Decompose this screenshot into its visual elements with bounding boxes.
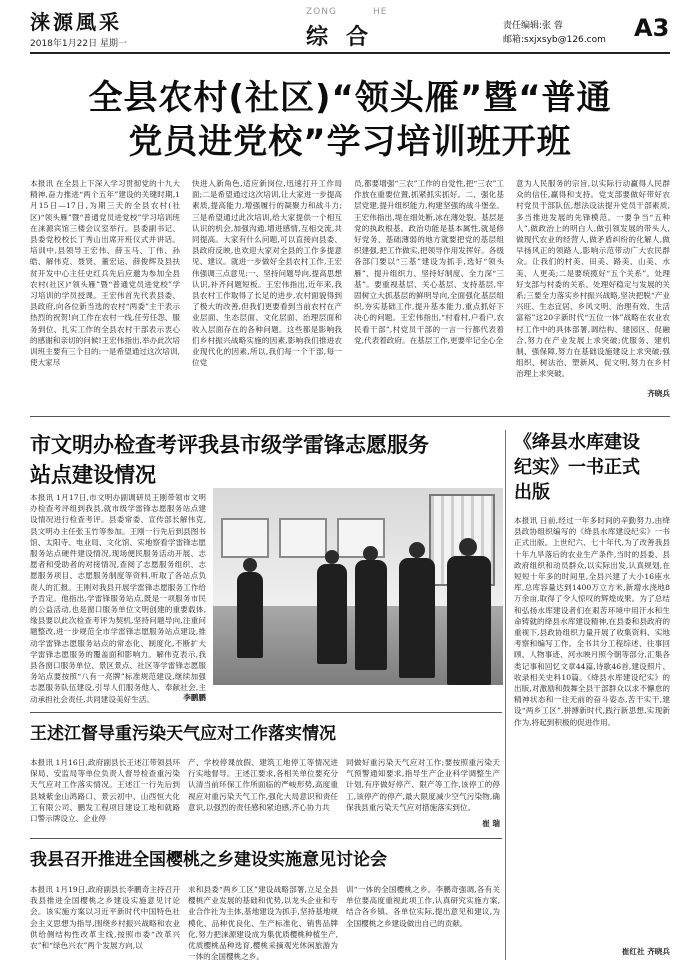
article3-column-3: 同做好重污染天气应对工作;要按照重污染天气预警通知要求,指导生产企业科学调整生产计划,有序做好停产、限产等工作,该停工的停工,该停产的停产,最大限度减少空气污染物,确保我县重污染天气应对措施落实到位。 <box>346 758 500 812</box>
photo-display-board <box>221 518 269 558</box>
article3-column-1: 本报讯 1月16日,政府副县长王述江带领县环保局、安监局等单位负责人督导检查重污染天气应对工作落实情况。王述江一行先后到县城紫金山鸿路口、景云初中、山西恒大化工有限公司、鹏发工程项目建设工地和就路口警示牌设立、企业停 <box>30 758 180 824</box>
photo-person-head <box>325 550 339 564</box>
article3-byline-text: 崔 瑞 <box>482 819 500 828</box>
article2-byline <box>30 692 206 704</box>
article2-divider <box>30 712 502 713</box>
lead-column-3: 员,都要增强“三农”工作的自觉性,把“三农”工作放在重要位置,抓紧抓实抓好。二、强化基层党建,提升组织能力,构建坚强的战斗堡垒。王宏伟指出,堤在细处断,冰在薄处裂。基层是党的执政根基。政治功能是基本属性,就是修好党务、基础薄弱的地方就要把党的基层组织建强,把工作做实,把领导作用发挥好。各级各部门要以“三基”建设为抓手,选好“领头雁”、提升组织力、坚持好制度、全力深“三基”。要重视基层、关心基层、支持基层,牢固树立大抓基层的鲜明导向,全面强化基层组织,夯实基础工作,提升基本能力,重点抓好下决心的问题。王宏伟指出,“村看村,户看户,农民看干部”,村党员干部的一言一行都代表着党,代表着政府。在基层工作,更要牢记全心全 <box>354 179 504 345</box>
photo-person-head <box>409 542 425 558</box>
sidebar-byline-text: 崔红社 齐晓兵 <box>621 947 670 956</box>
article2-photo <box>213 488 503 685</box>
lead-column-2: 快进入新角色,适应新岗位,迅速打开工作局面;二是希望通过这次培训,让大家进一步提高素质,提高能力,增强履行的凝聚力和战斗力;三是希望通过此次培训,给大家提供一个相互认识的机会,加强沟通,增进感情,互相交流,共同提高。大家有什么问题,可以直接向县委、县政府反映,也欢迎大家对全县的工作多提意见、建议。就进一步做好全县农村工作,王宏伟强调三点意见:一、坚持问题导向,提高思想认识,补齐问题短板。王宏伟指出,近年来,我县农村工作取得了长足的进步,农村面貌得到了极大的改善,但我们更要看到当前农村在产业层面、生态层面、文化层面、治理层面和收入层面存在的各种问题。这些都是影响我们乡村振兴战略实施的因素,影响我们推进农业现代化的因素,所以,我们每一个干部,每一位党 <box>192 179 342 368</box>
article2-body: 本报讯 1月17日,市文明办副调研员王刚带领市文明办检查考评组到我县,就市级学雷锋志愿服务站点建设情况进行检查考评。县委常委、宣传部长解伟克,县文明办主任张玉竹等参加。王刚一行先后到县图书馆、太阳寺、电业局、文化馆、实地察看学雷锋志愿服务站点硬件建设情况,现场便民服务活动开展、志愿者和受助者的对接情况,查阅了志愿服务组织、志愿服务项目、志愿服务制度等资料,听取了各站点负责人的汇报。王刚对我县开展学雷锋志愿服务工作给予肯定。他指出,学雷锋服务站点,既是一项服务市民的公益活动,也是窗口服务单位文明创建的重要载体,缘县要以此次检查考评为契机,坚持问题导向,注重问题整改,进一步规范全市学雷锋志愿服务站点建设,推动学雷锋志愿服务站点的常态化、制度化,不断扩大学雷锋志愿服务的覆盖面和影响力。解伟克表示,我县各窗口服务单位、景区景点、社区等学雷锋志愿服务站点要按照“八有一亮牌”标准规范建设,继续加强志愿服务队伍建设,引导人们服务他人、奉献社会,主动承担社会责任,共同建设美好生活。 <box>30 493 206 704</box>
article3-headline: 王述江督导重污染天气应对工作落实情况 <box>30 724 336 744</box>
email-label: 邮箱:sxjxsyb@126.com <box>503 35 606 45</box>
article4-column-3: 训“一体的全国樱桃之乡。李鹏奇强调,各有关单位要高度重视此项工作,认真研究实施方案,结合各乡镇、各单位实际,提出意见和建议,为全国樱桃之乡建设做出自己的贡献。 <box>346 885 500 928</box>
article4-column-2: 求和县委“两乡工区”建设战略部署,立足全县樱桃产业发展的基础和优势,以龙头企业和专业合作社为主体,基地建设为抓手,坚持基地规模化、品种优良化、生产标准化、销售品牌化,努力把涞源建设成为集优质樱桃种植生产,优质樱桃品种选育,樱桃采摘观光休闲旅游为一体的全国樱桃之乡。 <box>188 885 338 962</box>
sidebar-headline-line2: 纪实》一书正式 <box>514 457 640 478</box>
editor-info <box>503 19 606 47</box>
lead-headline-line2: 党员进党校”学习培训班开班 <box>128 122 572 162</box>
photo-person <box>355 560 387 670</box>
article4-headline: 我县召开推进全国樱桃之乡建设实施意见讨论会 <box>30 850 387 870</box>
lead-column-1: 本报讯 在全县上下深入学习贯彻党的十九大精神,奋力推进“两个五年”建设的关键时期,1月15日—17日,为期三天的全县农村(社区)“领头雁”暨“普通党员进党校”学习培训班在涞源宾馆三楼会议室举行。县委副书记、县委党校校长丁秀山出席开班仪式并讲话。培训中,县领导王宏伟、薛玉马、丁伟、孙皓、解伟克、聂贤、董宏运、薛俊辉及县扶贫开发中心主任史红兵先后应邀为参加全县农村(社区)“领头雁”暨“普通党员进党校”学习培训的学员授课。王宏伟首先代表县委、县政府,向各位新当选的农村“两委”主干表示热烈的祝贺!向工作在农村一线,任劳任怨、服务到位、扎实工作的全县农村干部表示衷心的感谢和亲切的问候!王宏伟指出,举办此次培训班主要有三个目的:一是希望通过这次培训,使大家尽 <box>30 179 180 368</box>
section-pinyin-right: HE <box>373 7 388 17</box>
page-number: A3 <box>634 14 670 42</box>
sidebar-divider <box>505 430 506 960</box>
article2-headline <box>30 430 500 490</box>
sidebar-byline <box>514 946 670 958</box>
photo-person-head <box>459 538 477 556</box>
sidebar-headline <box>514 430 674 505</box>
photo-person <box>399 558 435 678</box>
editor-label: 责任编辑:张 蓉 <box>503 21 563 31</box>
photo-person <box>237 572 263 658</box>
article2-byline-text: 李鹏鹏 <box>183 693 206 702</box>
masthead <box>0 0 700 54</box>
lead-column-4: 意为人民服务的宗旨,以实际行动赢得人民群众的信任,赢得和支持。党支部要做好带好农村党员干部队伍,想法设法提升党员干部素质,多当推进发展的先锋模范。一要争当“五种人”,做政治上的明白人,做引领发展的带头人,做现代农业的经营人,做矛盾纠纷的化解人,做早扬风正的领路人,影响示范带动广大农民群众。让我们的村美、田美、路美、山美、水美、人更美;二是要统揽好“五个关系”。处理好支部与村委的关系、处理好稳定与发展的关系;三要全力落实乡村振兴战略,坚决把脱“产业兴旺、生态宜居、乡风文明、治理有效、生活富裕”这20字新时代“五位一体”战略在农业农村工作中的具体部署,调结构、建园区、促融合,努力在产业发展上求突破;优服务、建机制、强保障,努力在基础设施建设上求突破;强组织、树法治、塑新风、促文明,努力在乡村治理上求突破。 <box>516 179 670 379</box>
section-pinyin-left: ZONG <box>306 7 337 17</box>
photo-person-head <box>363 546 378 561</box>
sidebar-headline-line3: 出版 <box>514 482 550 503</box>
article2-headline-line1: 市文明办检查考评我县市级学雷锋志愿服务 <box>30 433 429 457</box>
lead-headline-line1: 全县农村(社区)“领头雁”暨“普通 <box>88 78 612 118</box>
photo-display-board <box>279 518 327 558</box>
photo-person-head <box>243 558 257 572</box>
sidebar-body: 本报讯 日前,经过一年多时间的辛勤努力,由绛县政协组织编写的《绛县水库建设纪实》一书正式出版。上世纪六、七十年代,为了改善我县十年九旱落后的农业生产条件,当时的县委、县政府组织和动员群众,以实际出发,认真规划,在短短十年多的时间里,全县兴建了大小16座水库,总库容量达到1400万立方米,新增水浇地8万余亩,取得了令人惊叹的辉煌成果。为了总结和弘扬水库建设者们在艰苦环境中用汗水和生命铸就的绛县水库建设精神,在县委和县政府的重视下,县政协组织力量开展了收集资料、实地考察和编写工作。全书共分工程综述、往事回顾、人物事迹、河水映月照今朝等部分,汇集各类记事和回忆文章44篇,诗歌46首,建设照片、收录相关史料10篇。《绛县水库建设纪实》的出版,对激励和鼓舞全县干部群众以求不懈怠的精神状态和一往无前的奋斗姿态,苦干实干,建设“两乡工区”,拼搏新时代,践行新思想,实现新作为,将起到积极的促进作用。 <box>514 516 670 727</box>
article3-divider <box>30 838 502 839</box>
article2-headline-line2: 站点建设情况 <box>30 463 156 487</box>
lead-divider <box>30 416 670 417</box>
photo-person <box>447 556 491 685</box>
section-name: 综合 <box>306 24 387 50</box>
article3-column-2: 产、学校停课放假、建筑工地停工等情况进行实地督导。王述江要求,各相关单位要充分认清当前环保工作所面临的严峻形势,高度重视应对重污染天气工作,强化大局意识和责任意识,以强烈的责任感和紧迫感,齐心协力共 <box>188 758 338 812</box>
newspaper-brand: 涞源風采 <box>30 10 122 34</box>
article4-column-1: 本报讯 1月19日,政府副县长李鹏奇主持召开我县推进全国樱桃之乡建设实施意见讨论会。该实施方案以习近平新时代中国特色社会主义思想为指导,围绕乡村振兴战略和农业供给侧结构性改革主线,按照市委“改革兴农”和“绿色兴农”两个发展方向,以 <box>30 885 180 951</box>
sidebar-headline-line1: 《绛县水库建设 <box>514 432 640 453</box>
lead-headline <box>30 76 670 164</box>
publication-date: 2018年1月22日 星期一 <box>30 39 127 49</box>
lead-byline-text: 齐晓兵 <box>647 389 670 398</box>
article3-byline <box>346 818 500 830</box>
masthead-rule <box>30 52 670 54</box>
lead-byline <box>516 388 670 402</box>
photo-person <box>317 564 347 664</box>
